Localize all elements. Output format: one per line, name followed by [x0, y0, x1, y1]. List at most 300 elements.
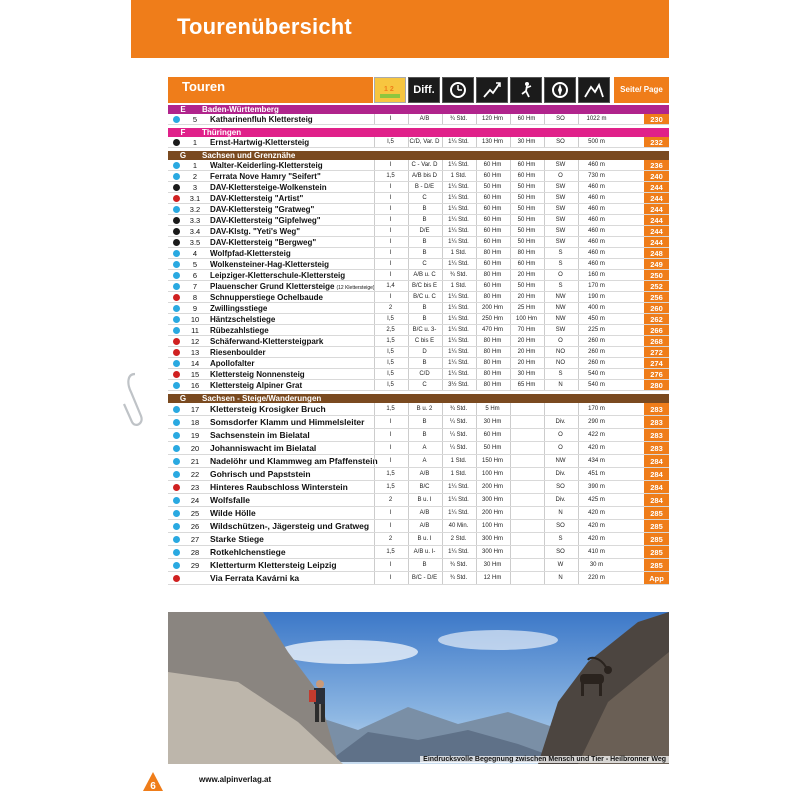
tour-name: Häntzschelstiege [210, 315, 276, 324]
cell-ascent: 60 Hm [476, 237, 508, 247]
cell-climb: 100 Hm [510, 314, 542, 324]
page-ref[interactable]: 268 [644, 336, 669, 346]
cell-time: 1¼ Std. [442, 259, 474, 269]
cell-alt: 220 m [578, 572, 614, 584]
page-ref[interactable]: 280 [644, 380, 669, 390]
cell-time: 2 Std. [442, 533, 474, 545]
cell-dir: N [544, 507, 576, 519]
cell-ascent: 60 Hm [476, 259, 508, 269]
cell-kids: I [374, 237, 406, 247]
tour-row[interactable] [168, 494, 669, 507]
tour-row[interactable] [168, 292, 669, 303]
cell-alt: 410 m [578, 546, 614, 558]
page-ref[interactable]: 249 [644, 259, 669, 269]
cell-time: 1¼ Std. [442, 481, 474, 493]
page-ref[interactable]: 283 [644, 442, 669, 454]
page-ref[interactable]: 248 [644, 248, 669, 258]
cell-alt: 730 m [578, 171, 614, 181]
page-ref[interactable]: 285 [644, 533, 669, 545]
difficulty-dot [173, 458, 180, 465]
tour-row[interactable] [168, 171, 669, 182]
cell-kids: 2,5 [374, 325, 406, 335]
cell-climb [510, 429, 542, 441]
cell-time: 1¼ Std. [442, 292, 474, 302]
cell-climb [510, 481, 542, 493]
tour-row[interactable] [168, 507, 669, 520]
cell-kids: 1,5 [374, 171, 406, 181]
photo-caption-text: Eindrucksvolle Begegnung zwischen Mensch und Tier - Heilbronner Weg [420, 756, 669, 763]
tour-row[interactable] [168, 215, 669, 226]
page-ref[interactable]: 285 [644, 520, 669, 532]
tour-row[interactable] [168, 455, 669, 468]
tour-row[interactable] [168, 429, 669, 442]
cell-ascent: 50 Hm [476, 442, 508, 454]
page-ref[interactable]: 284 [644, 494, 669, 506]
difficulty-dot [173, 162, 180, 169]
tour-row[interactable] [168, 481, 669, 494]
tour-name: Wolkensteiner-Hag-Klettersteig [210, 260, 329, 269]
climber-icon [515, 80, 537, 100]
cell-climb: 50 Hm [510, 281, 542, 291]
tour-name: Kletterturm Klettersteig Leipzig [210, 560, 337, 570]
cell-climb: 20 Hm [510, 292, 542, 302]
tour-number: 5 [192, 115, 198, 124]
cell-dir: S [544, 248, 576, 258]
tour-name: Schäferwand-Klettersteigpark [210, 337, 324, 346]
tour-row[interactable] [168, 204, 669, 215]
cell-alt: 460 m [578, 248, 614, 258]
cell-dir: NO [544, 358, 576, 368]
tour-row[interactable] [168, 380, 669, 391]
tour-row[interactable] [168, 369, 669, 380]
page-ref[interactable]: 274 [644, 358, 669, 368]
difficulty-dot [173, 116, 180, 123]
page-ref[interactable]: 284 [644, 455, 669, 467]
cell-dir: W [544, 559, 576, 571]
cell-climb [510, 546, 542, 558]
cell-dir: S [544, 259, 576, 269]
cell-alt: 1022 m [578, 114, 614, 124]
tour-row[interactable] [168, 114, 669, 125]
page-ref[interactable]: 256 [644, 292, 669, 302]
cell-climb: 50 Hm [510, 204, 542, 214]
page-ref[interactable]: 285 [644, 546, 669, 558]
tour-number: 11 [191, 326, 199, 335]
cell-ascent: 100 Hm [476, 468, 508, 480]
cell-diff: C/D [408, 369, 440, 379]
difficulty-dot [173, 327, 180, 334]
tour-row[interactable] [168, 182, 669, 193]
page-ref[interactable]: 244 [644, 237, 669, 247]
cell-diff: B [408, 416, 440, 428]
cell-kids: I [374, 442, 406, 454]
altitude-icon [583, 80, 605, 100]
cell-kids: I [374, 455, 406, 467]
cell-dir: SW [544, 226, 576, 236]
cell-time: 1 Std. [442, 248, 474, 258]
tour-row[interactable] [168, 137, 669, 148]
difficulty-dot [173, 184, 180, 191]
diff-header [408, 77, 440, 103]
cell-dir: O [544, 270, 576, 280]
page-ref[interactable]: 244 [644, 182, 669, 192]
cell-diff: A/B bis D [408, 171, 440, 181]
cell-alt: 420 m [578, 442, 614, 454]
tour-row[interactable] [168, 314, 669, 325]
tour-row[interactable] [168, 193, 669, 204]
cell-ascent: 60 Hm [476, 204, 508, 214]
cell-ascent: 60 Hm [476, 429, 508, 441]
cell-climb [510, 442, 542, 454]
cell-dir: NW [544, 303, 576, 313]
cell-diff: B/C u. C [408, 292, 440, 302]
tour-row[interactable] [168, 248, 669, 259]
cell-alt: 420 m [578, 533, 614, 545]
cell-kids: I [374, 204, 406, 214]
page-ref[interactable]: 285 [644, 559, 669, 571]
difficulty-dot [173, 173, 180, 180]
page-header: Seite/ Page [614, 77, 669, 103]
page-ref[interactable]: 262 [644, 314, 669, 324]
difficulty-dot [173, 272, 180, 279]
page-ref[interactable]: 284 [644, 481, 669, 493]
tour-number: 17 [190, 405, 200, 414]
cell-ascent: 130 Hm [476, 137, 508, 147]
cell-diff: D/E [408, 226, 440, 236]
cell-time: 1¼ Std. [442, 325, 474, 335]
cell-dir: O [544, 171, 576, 181]
difficulty-dot [173, 497, 180, 504]
tour-row[interactable] [168, 347, 669, 358]
kids-badge-icon [379, 80, 401, 100]
table-header [168, 77, 669, 103]
cell-dir: O [544, 442, 576, 454]
cell-climb [510, 403, 542, 415]
cell-kids: I,5 [374, 358, 406, 368]
diff-label: Diff. [413, 84, 435, 96]
cell-dir: NW [544, 292, 576, 302]
tour-number: 5 [192, 260, 198, 269]
tour-number: 1 [192, 138, 198, 147]
cell-climb [510, 572, 542, 584]
page-ref[interactable]: 283 [644, 429, 669, 441]
cell-diff: A/B [408, 507, 440, 519]
cell-time: 1 Std. [442, 281, 474, 291]
page-ref[interactable]: 285 [644, 507, 669, 519]
tour-name: Wolfpfad-Klettersteig [210, 249, 291, 258]
tour-row[interactable] [168, 325, 669, 336]
tour-row[interactable] [168, 468, 669, 481]
cell-diff: B [408, 248, 440, 258]
cell-dir: S [544, 369, 576, 379]
tour-row[interactable] [168, 546, 669, 559]
page-ref[interactable]: 236 [644, 160, 669, 170]
cell-ascent: 60 Hm [476, 281, 508, 291]
tour-row[interactable] [168, 237, 669, 248]
page-ref[interactable]: 252 [644, 281, 669, 291]
tour-name: Leipziger-Kletterschule-Klettersteig [210, 271, 346, 280]
tour-number: 24 [190, 496, 200, 505]
page-number-badge [141, 770, 165, 792]
cell-alt: 460 m [578, 182, 614, 192]
tour-name: Rotkehlchenstiege [210, 547, 286, 557]
tour-name: Gohrisch und Papststein [210, 469, 311, 479]
publisher-url[interactable]: www.alpinverlag.at [199, 775, 272, 784]
cell-dir: S [544, 533, 576, 545]
page-ref[interactable]: 266 [644, 325, 669, 335]
tour-row[interactable] [168, 442, 669, 455]
cell-time: ¼ Std. [442, 429, 474, 441]
page-ref[interactable]: 244 [644, 204, 669, 214]
difficulty-dot [173, 217, 180, 224]
tours-label: Touren [168, 77, 373, 103]
tour-number: 26 [190, 522, 200, 531]
cell-climb: 50 Hm [510, 182, 542, 192]
cell-ascent: 300 Hm [476, 546, 508, 558]
cell-diff: B [408, 429, 440, 441]
cell-ascent: 80 Hm [476, 347, 508, 357]
tour-row[interactable] [168, 416, 669, 429]
difficulty-dot [173, 294, 180, 301]
time-header [442, 77, 474, 103]
cell-dir: SO [544, 481, 576, 493]
section-header [168, 151, 669, 160]
cell-diff: A/B u. C [408, 270, 440, 280]
tour-number: 2 [192, 172, 198, 181]
cell-diff: A/B u. I- [408, 546, 440, 558]
tour-row[interactable] [168, 281, 669, 292]
cell-climb: 20 Hm [510, 270, 542, 280]
cell-kids: I [374, 572, 406, 584]
tour-number: 16 [190, 381, 200, 390]
tour-row[interactable] [168, 572, 669, 585]
cell-climb [510, 416, 542, 428]
cell-kids: 1,5 [374, 546, 406, 558]
cell-climb: 50 Hm [510, 215, 542, 225]
tour-name: Klettersteig Nonnensteig [210, 370, 305, 379]
page-title: Tourenübersicht [177, 14, 352, 39]
cell-ascent: 30 Hm [476, 559, 508, 571]
cell-time: 1¼ Std. [442, 494, 474, 506]
page-ref[interactable]: 284 [644, 468, 669, 480]
cell-diff: A [408, 455, 440, 467]
page-ref[interactable]: 232 [644, 137, 669, 147]
tour-name: DAV-Klettersteige-Wolkenstein [210, 183, 327, 192]
cell-time: 1 Std. [442, 468, 474, 480]
altitude-header [578, 77, 610, 103]
page-ref[interactable]: 244 [644, 226, 669, 236]
page-number: 6 [150, 781, 156, 792]
cell-dir: SW [544, 160, 576, 170]
page-ref[interactable]: 260 [644, 303, 669, 313]
cell-alt: 170 m [578, 403, 614, 415]
cell-dir: NW [544, 455, 576, 467]
cell-kids: I,5 [374, 314, 406, 324]
cell-climb: 50 Hm [510, 193, 542, 203]
clock-icon [447, 80, 469, 100]
cell-climb: 60 Hm [510, 160, 542, 170]
cell-climb: 65 Hm [510, 380, 542, 390]
cell-alt: 451 m [578, 468, 614, 480]
cell-time: 1¼ Std. [442, 215, 474, 225]
page-ref[interactable]: 244 [644, 215, 669, 225]
cell-diff: C/D, Var. D [409, 139, 440, 145]
cell-dir: SW [544, 215, 576, 225]
difficulty-dot [173, 316, 180, 323]
cell-alt: 420 m [578, 507, 614, 519]
tour-number: 20 [190, 444, 200, 453]
cell-climb [510, 455, 542, 467]
tour-name: Somsdorfer Klamm und Himmelsleiter [210, 417, 365, 427]
cell-kids: I [374, 215, 406, 225]
cell-diff: B u. I [408, 494, 440, 506]
cell-ascent: 80 Hm [476, 270, 508, 280]
cell-alt: 540 m [578, 380, 614, 390]
cell-time: 1¼ Std. [442, 369, 474, 379]
tour-name: Zwillingsstiege [210, 304, 268, 313]
difficulty-dot [173, 382, 180, 389]
page-ref[interactable]: 250 [644, 270, 669, 280]
tour-number: 12 [190, 337, 200, 346]
difficulty-dot [173, 536, 180, 543]
page-ref[interactable]: 283 [644, 403, 669, 415]
tour-number: 19 [190, 431, 200, 440]
tour-number: 23 [190, 483, 200, 492]
cell-diff: B [408, 358, 440, 368]
guidebook-page [131, 0, 669, 800]
section-code: E [180, 105, 186, 114]
cell-ascent: 100 Hm [476, 520, 508, 532]
tour-row[interactable] [168, 336, 669, 347]
cell-diff: A/B [408, 520, 440, 532]
cell-ascent: 60 Hm [476, 215, 508, 225]
cell-diff: A/B [408, 468, 440, 480]
cell-kids: 1,5 [374, 481, 406, 493]
cell-kids: 1,5 [374, 403, 406, 415]
direction-icon [549, 80, 571, 100]
page-ref[interactable]: 272 [644, 347, 669, 357]
cell-alt: 390 m [578, 481, 614, 493]
tour-name: DAV-Klettersteig "Bergweg" [210, 238, 317, 247]
tour-name: Johanniswacht im Bielatal [210, 443, 317, 453]
tour-number: 14 [190, 359, 200, 368]
cell-alt: 30 m [578, 559, 614, 571]
cell-ascent: 60 Hm [476, 226, 508, 236]
section-name: Baden-Württemberg [202, 105, 279, 114]
tour-row[interactable] [168, 559, 669, 572]
tour-row[interactable] [168, 303, 669, 314]
cell-diff: B/C u. 3- [408, 325, 440, 335]
tour-name: Starke Stiege [210, 534, 264, 544]
tour-name: Wilde Hölle [210, 508, 256, 518]
cell-time: 1¼ Std. [442, 226, 474, 236]
cell-time: 1¼ Std. [442, 314, 474, 324]
cell-time: ¾ Std. [442, 559, 474, 571]
cell-time: 3½ Std. [442, 380, 474, 390]
cell-dir: O [544, 429, 576, 441]
cell-diff: B u. 2 [408, 403, 440, 415]
cell-alt: 260 m [578, 347, 614, 357]
cell-climb: 60 Hm [510, 171, 542, 181]
cell-diff: B [408, 314, 440, 324]
tour-row[interactable] [168, 259, 669, 270]
cell-dir: SO [544, 546, 576, 558]
cell-kids: 2 [374, 303, 406, 313]
cell-climb: 30 Hm [510, 137, 542, 147]
tour-number: 3.1 [189, 194, 201, 203]
tour-number: 3 [192, 183, 198, 192]
difficulty-dot [173, 371, 180, 378]
ascent-header [476, 77, 508, 103]
tour-row[interactable] [168, 520, 669, 533]
tour-row[interactable] [168, 533, 669, 546]
cell-time: 1¼ Std. [442, 507, 474, 519]
tour-name: Wildschützen-, Jägersteig und Gratweg [210, 521, 370, 531]
tour-number: 6 [192, 271, 198, 280]
tour-row[interactable] [168, 226, 669, 237]
tour-row[interactable] [168, 270, 669, 281]
cell-diff: B - D/E [408, 182, 440, 192]
difficulty-dot [173, 419, 180, 426]
tour-name: Nadelöhr und Klammweg am Pfaffenstein [210, 456, 378, 466]
photo-caption [168, 756, 669, 765]
tour-row[interactable] [168, 403, 669, 416]
cell-diff: B/C bis E [408, 281, 440, 291]
cell-diff: C - Var. D [408, 160, 440, 170]
difficulty-dot [173, 250, 180, 257]
cell-diff: C [408, 259, 440, 269]
page-ref[interactable]: 230 [644, 114, 669, 124]
tour-row[interactable] [168, 358, 669, 369]
difficulty-dot [173, 510, 180, 517]
page-ref[interactable]: 244 [644, 193, 669, 203]
cell-time: 1¼ Std. [442, 336, 474, 346]
cell-dir: Div. [544, 494, 576, 506]
page-ref[interactable]: 240 [644, 171, 669, 181]
cell-alt: 450 m [578, 314, 614, 324]
cell-diff: B [408, 215, 440, 225]
page-ref[interactable]: 283 [644, 416, 669, 428]
cell-diff: A [408, 442, 440, 454]
cell-alt: 460 m [578, 193, 614, 203]
cell-kids: I [374, 416, 406, 428]
cell-kids: 1,5 [374, 468, 406, 480]
cell-climb: 50 Hm [510, 237, 542, 247]
section-code: G [179, 394, 187, 403]
cell-kids: I [374, 270, 406, 280]
tour-number: 25 [190, 509, 200, 518]
cell-time: 1¼ Std. [442, 347, 474, 357]
cell-ascent: 250 Hm [476, 314, 508, 324]
cell-kids: I [374, 226, 406, 236]
page-ref[interactable]: App [644, 572, 669, 584]
tour-row[interactable] [168, 160, 669, 171]
paperclip-icon [121, 370, 149, 430]
difficulty-dot [173, 139, 180, 146]
page-ref[interactable]: 276 [644, 369, 669, 379]
cell-alt: 260 m [578, 336, 614, 346]
cell-time: ¼ Std. [442, 442, 474, 454]
cell-dir: O [544, 336, 576, 346]
cell-ascent: 120 Hm [476, 114, 508, 124]
difficulty-dot [173, 432, 180, 439]
cell-ascent: 470 Hm [476, 325, 508, 335]
section-name: Sachsen - Steige/Wanderungen [202, 394, 322, 403]
tour-name: Via Ferrata Kavárni ka [210, 573, 300, 583]
cell-alt: 260 m [578, 358, 614, 368]
cell-climb: 20 Hm [510, 347, 542, 357]
cell-kids: 1,4 [374, 281, 406, 291]
